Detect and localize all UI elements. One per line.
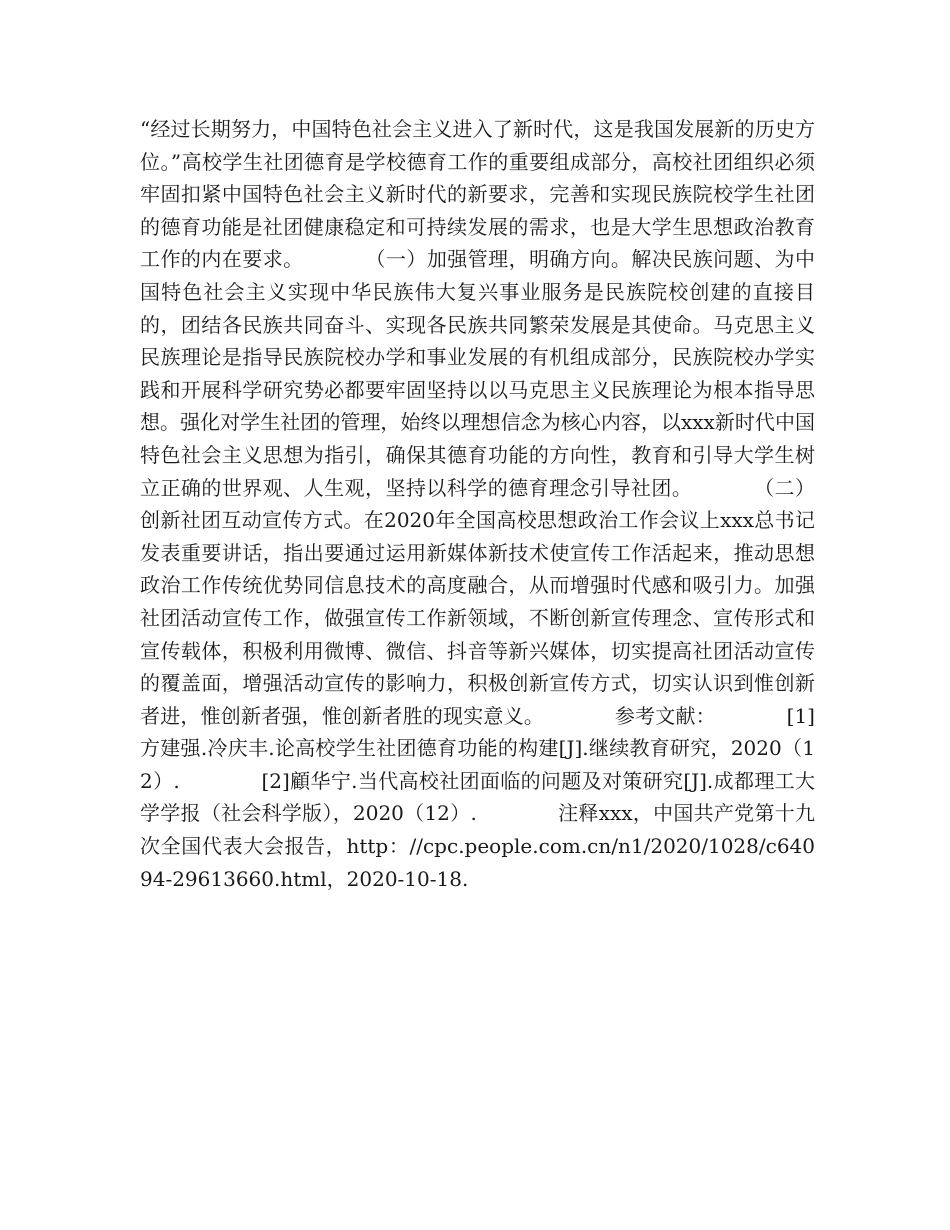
body-paragraph: “经过长期努力，中国特色社会主义进入了新时代，这是我国发展新的历史方位。”高校学生社团德育是学校德育工作的重要组成部分，高校社团组织必须牢固扣紧中国特色社会主义新时代的新要求，完善和实现民族院校学生社团的德育功能是社团健康稳定和可持续发展的需求，也是大学生思想政治教育工作的内在要求。 （一）加强管理，明确方向。解决民族问题、为中国特色社会主义实现中华民族伟大复兴事业服务是民族院校创建的直接目的，团结各民族共同奋斗、实现各民族共同繁荣发展是其使命。马克思主义民族理论是指导民族院校办学和事业发展的有机组成部分，民族院校办学实践和开展科学研究势必都要牢固坚持以以马克思主义民族理论为根本指导思想。强化对学生社团的管理，始终以理想信念为核心内容，以xxx新时代中国特色社会主义思想为指引，确保其德育功能的方向性，教育和引导大学生树立正确的世界观、人生观，坚持以科学的德育理念引导社团。 （二）创新社团互动宣传方式。在2020年全国高校思想政治工作会议上xxx总书记发表重要讲话，指出要通过运用新媒体新技术使宣传工作活起来，推动思想政治工作传统优势同信息技术的高度融合，从而增强时代感和吸引力。加强社团活动宣传工作，做强宣传工作新领域，不断创新宣传理念、宣传形式和宣传载体，积极利用微博、微信、抖音等新兴媒体，切实提高社团活动宣传的覆盖面，增强活动宣传的影响力，积极创新宣传方式，切实认识到惟创新者进，惟创新者强，惟创新者胜的现实意义。 参考文献： [1]方建强.冷庆丰.论高校学生社团德育功能的构建[J].继续教育研究，2020（12）. [2]顧华宁.当代高校社团面临的问题及对策研究[J].成都理工大学学报（社会科学版），2020（12）. 注释xxx，中国共产党第十九次全国代表大会报告，http：//cpc.people.com.cn/n1/2020/1028/c64094-29613660.html，2020-10-18.: [140, 117, 815, 891]
